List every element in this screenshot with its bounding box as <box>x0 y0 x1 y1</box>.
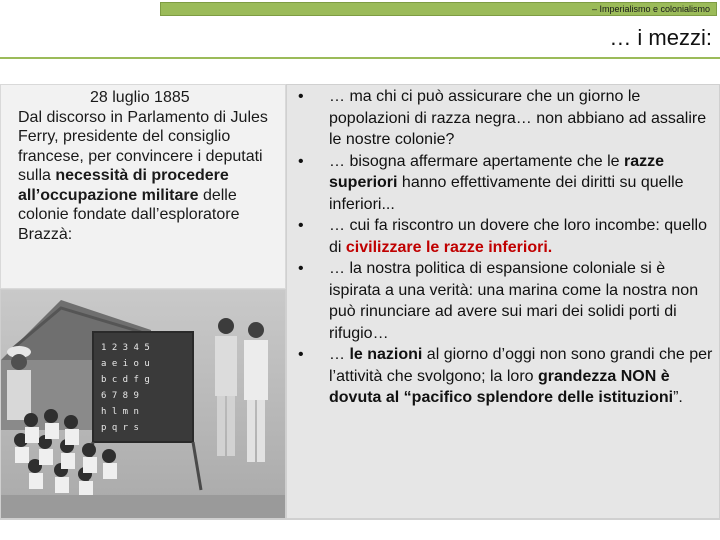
bullet-marker: • <box>298 88 304 105</box>
historical-classroom-photo <box>0 289 286 519</box>
section-label: – Imperialismo e colonialismo <box>591 4 710 14</box>
slide-title: … i mezzi: <box>609 25 712 50</box>
bullet-text: … cui fa riscontro un dovere che loro incombe: quello di <box>329 217 707 256</box>
bullet-marker: • <box>298 152 304 170</box>
quote-bullet-list <box>296 86 718 409</box>
intro-text-part-2: delle colonie fondate dall’esploratore Brazzà: <box>18 186 240 243</box>
photo-illustration-icon <box>1 290 286 519</box>
header-bar <box>160 2 717 16</box>
bullet-marker: • <box>298 346 304 363</box>
list-item <box>296 258 718 344</box>
svg-text:6 7 8 9: 6 7 8 9 <box>101 391 139 401</box>
bullet-marker: • <box>298 217 304 234</box>
quote-intro-text <box>18 88 288 244</box>
bottom-divider <box>0 519 720 520</box>
list-item <box>296 344 718 409</box>
bullet-bold-text: le nazioni <box>349 346 423 363</box>
bullet-text: al giorno d’oggi non sono grandi che per l’attività che svolgono; la loro <box>329 346 713 385</box>
title-divider <box>0 57 720 59</box>
intro-text-bold: necessità di procedere all’occupazione militare <box>18 167 229 204</box>
bullet-text: … ma chi ci può assicurare che un giorno le popolazioni di razza negra… non abbiano ad assalire le nostre colonie? <box>329 88 707 148</box>
list-item <box>296 215 718 258</box>
bullet-text: … la nostra politica di espansione coloniale si è ispirata a una verità: una marina come la nostra non può rinunciare ad avere sui mari dei solidi porti di rifugio… <box>329 260 699 342</box>
svg-text:b c d f g: b c d f g <box>101 375 150 385</box>
bullet-text: ”. <box>673 389 683 406</box>
svg-text:a e i o u: a e i o u <box>101 359 150 369</box>
svg-text:p q r s: p q r s <box>101 423 139 433</box>
bullet-bold-text: razze superiori <box>329 152 665 191</box>
bullet-marker: • <box>298 260 304 277</box>
bullet-highlight-text: civilizzare le razze inferiori. <box>345 238 553 256</box>
list-item <box>296 151 718 216</box>
svg-text:1 2 3 4 5: 1 2 3 4 5 <box>101 343 150 353</box>
bullet-text: hanno effettivamente dei diritti su quelle inferiori... <box>329 174 684 213</box>
bullet-bold-text: grandezza NON è dovuta al “pacifico splendore delle istituzioni <box>329 367 674 406</box>
bullet-text: … bisogna affermare apertamente che le <box>329 152 624 170</box>
svg-text:h l m n: h l m n <box>101 407 139 417</box>
bullet-text: … <box>329 346 350 363</box>
list-item <box>296 86 718 151</box>
intro-text-part-1: Dal discorso in Parlamento di Jules Ferry, presidente del consiglio francese, per convincere i deputati sulla <box>18 108 268 184</box>
speech-date: 28 luglio 1885 <box>90 89 190 106</box>
